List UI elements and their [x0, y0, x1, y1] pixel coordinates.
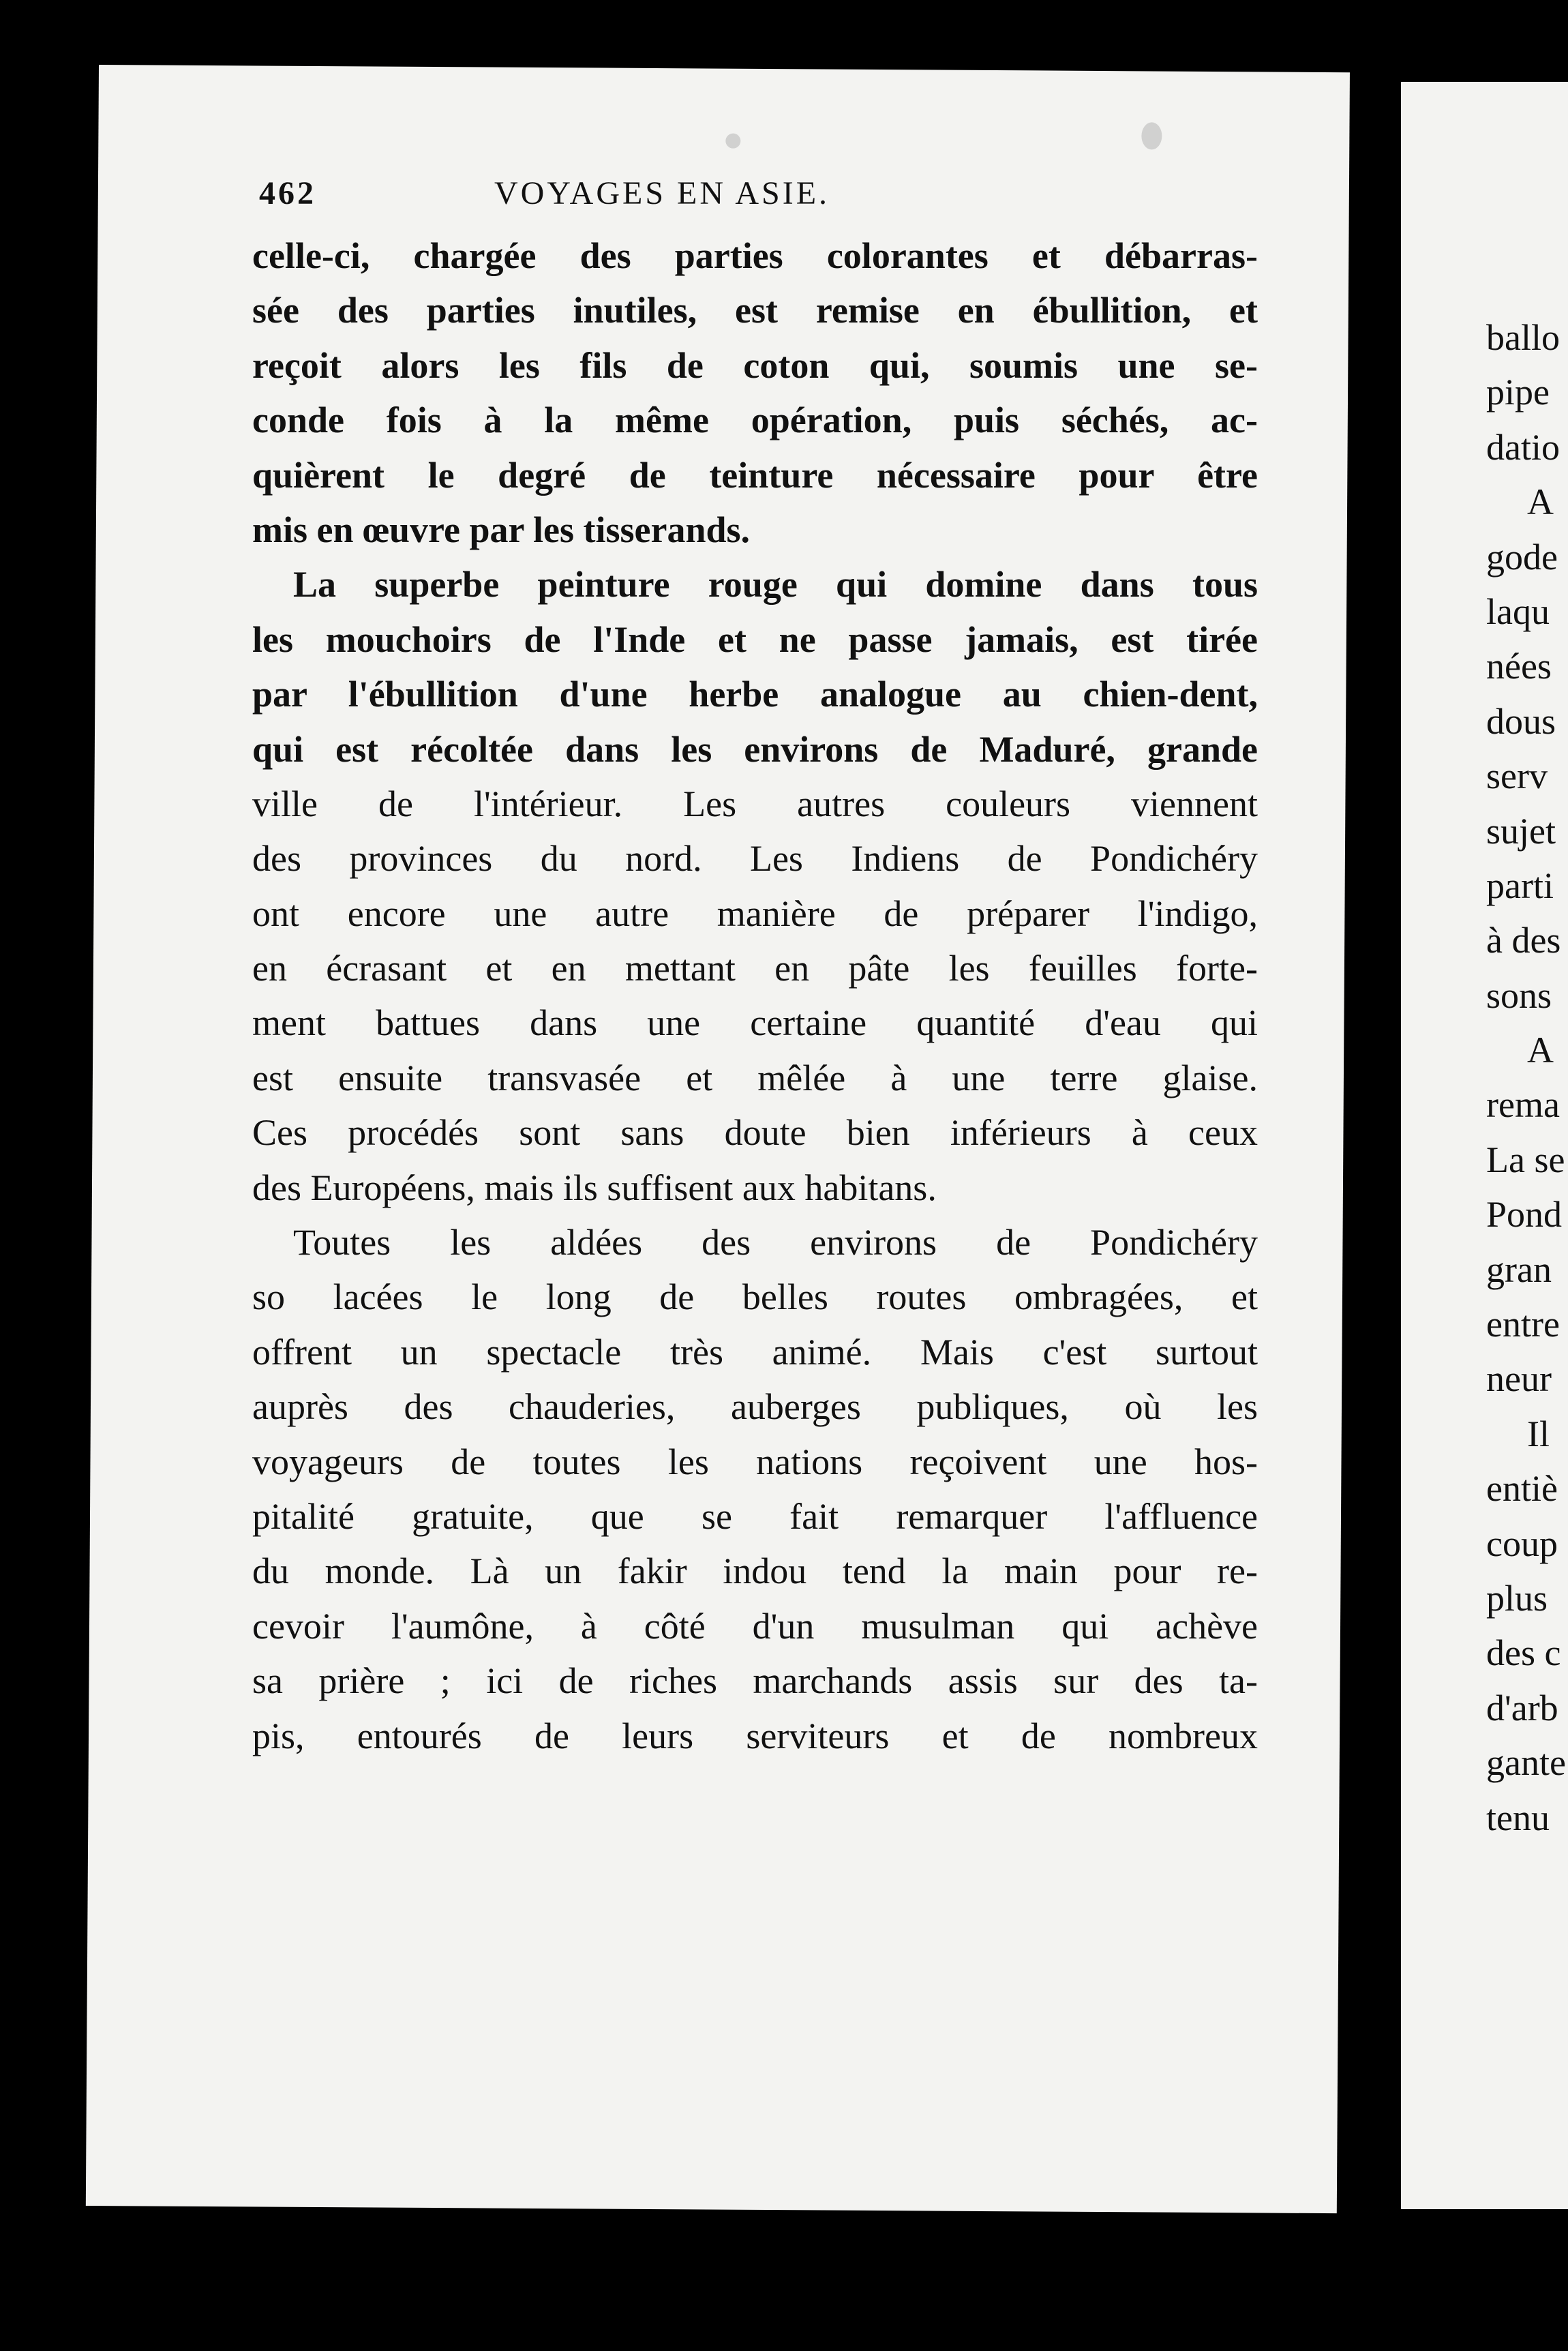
text-line: des Européens, mais ils suffisent aux habitans. — [252, 1167, 937, 1208]
right-text-fragment: dous — [1486, 700, 1556, 742]
text-line: quièrent le degré de teinture nécessaire pour être — [252, 454, 1258, 496]
text-line: cevoir l'aumône, à côté d'un musulman qui achève — [252, 1605, 1258, 1647]
right-text-fragment: coup — [1486, 1523, 1558, 1564]
text-line: offrent un spectacle très animé. Mais c'est surtout — [252, 1331, 1258, 1373]
right-text-fragment: datio — [1486, 426, 1560, 468]
text-line: ment battues dans une certaine quantité d'eau qui — [252, 1002, 1258, 1044]
text-line: sée des parties inutiles, est remise en ébullition, et — [252, 290, 1258, 331]
text-line: La superbe peinture rouge qui domine dans tous — [293, 564, 1258, 605]
right-text-fragment: parti — [1486, 865, 1554, 906]
right-text-fragment: A — [1527, 1030, 1554, 1071]
running-title: VOYAGES EN ASIE. — [494, 175, 830, 211]
text-line: voyageurs de toutes les nations reçoivent une hos- — [252, 1441, 1258, 1482]
right-text-fragment: La se — [1486, 1139, 1565, 1180]
text-line: celle-ci, chargée des parties colorantes et débarras- — [252, 235, 1258, 276]
page-number: 462 — [259, 175, 316, 211]
text-line: ont encore une autre manière de préparer l'indigo, — [252, 893, 1258, 934]
right-text-fragment: sujet — [1486, 810, 1556, 852]
right-text-fragment: à des — [1486, 920, 1561, 961]
running-header — [259, 175, 1077, 236]
text-line: les mouchoirs de l'Inde et ne passe jamais, est tirée — [252, 618, 1258, 660]
text-line: en écrasant et en mettant en pâte les feuilles forte- — [252, 948, 1258, 989]
text-line: reçoit alors les fils de coton qui, soumis une se- — [252, 344, 1258, 386]
right-text-fragment: sons — [1486, 974, 1552, 1016]
right-text-fragment: pipe — [1486, 372, 1550, 413]
text-line: pis, entourés de leurs serviteurs et de nombreux — [252, 1715, 1258, 1756]
text-line: du monde. Là un fakir indou tend la main pour re- — [252, 1551, 1258, 1592]
text-line: mis en œuvre par les tisserands. — [252, 509, 751, 550]
right-text-fragment: gode — [1486, 536, 1558, 578]
text-line: des provinces du nord. Les Indiens de Pondichéry — [252, 838, 1258, 880]
right-text-fragment: tenu — [1486, 1797, 1550, 1838]
ink-smudge — [1141, 122, 1162, 149]
right-text-fragment: Il — [1527, 1413, 1550, 1454]
text-line: so lacées le long de belles routes ombragées, et — [252, 1276, 1258, 1318]
right-text-fragment: entre — [1486, 1304, 1560, 1345]
right-text-fragment: serv — [1486, 755, 1548, 797]
right-text-fragment: nées — [1486, 646, 1552, 687]
ink-smudge — [725, 134, 740, 149]
right-page-text — [1486, 310, 1566, 1845]
right-text-fragment: plus — [1486, 1577, 1548, 1619]
right-text-fragment: laqu — [1486, 590, 1550, 632]
text-line: ville de l'intérieur. Les autres couleurs viennent — [252, 783, 1258, 824]
right-text-fragment: ballo — [1486, 317, 1560, 358]
right-text-fragment: entiè — [1486, 1468, 1558, 1510]
right-text-fragment: neur — [1486, 1358, 1552, 1400]
right-text-fragment: gran — [1486, 1248, 1552, 1290]
right-text-fragment: Pond — [1486, 1194, 1563, 1236]
text-line: est ensuite transvasée et mêlée à une terre glaise. — [252, 1057, 1258, 1098]
text-line: Ces procédés sont sans doute bien inférieurs à ceux — [252, 1112, 1258, 1154]
text-line: pitalité gratuite, que se fait remarquer l'affluence — [252, 1495, 1258, 1537]
right-text-fragment: des c — [1486, 1632, 1561, 1674]
body-text — [252, 228, 1258, 1763]
right-text-fragment: rema — [1486, 1084, 1560, 1126]
text-line: auprès des chauderies, auberges publiques, où les — [252, 1386, 1258, 1428]
right-text-fragment: d'arb — [1486, 1687, 1558, 1728]
right-text-fragment: gante — [1486, 1742, 1566, 1784]
text-line: sa prière ; ici de riches marchands assis sur des ta- — [252, 1660, 1258, 1702]
text-line: par l'ébullition d'une herbe analogue au chien-dent, — [252, 674, 1258, 715]
text-line: Toutes les aldées des environs de Pondichéry — [293, 1222, 1258, 1263]
text-line: conde fois à la même opération, puis séchés, ac- — [252, 400, 1258, 441]
text-line: qui est récoltée dans les environs de Maduré, grande — [252, 728, 1258, 770]
right-text-fragment: A — [1527, 481, 1554, 523]
